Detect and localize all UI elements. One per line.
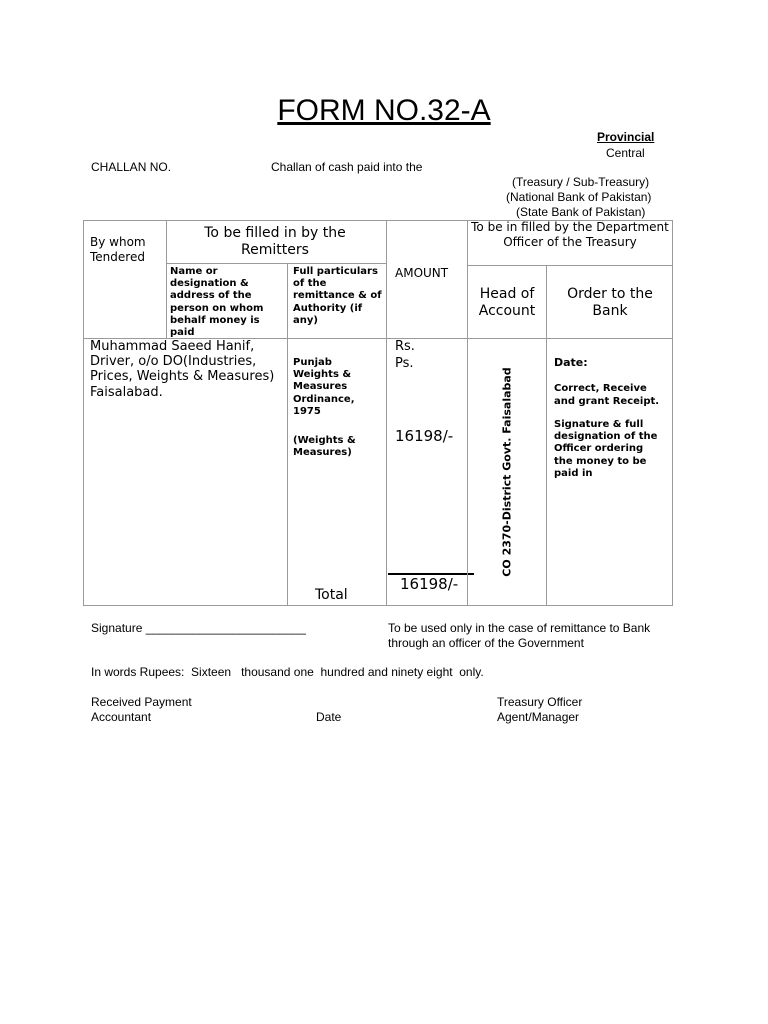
provincial-label: Provincial xyxy=(597,130,655,144)
amount-in-words: In words Rupees: Sixteen thousand one hundred and ninety eight only. xyxy=(91,665,484,679)
tendered-by-value: Muhammad Saeed Hanif, Driver, o/o DO(Industries, Prices, Weights & Measures) Faisalabad. xyxy=(90,339,275,400)
col-divider-1 xyxy=(166,220,167,338)
accountant-label: Accountant xyxy=(91,710,152,724)
treasury-label: (Treasury / Sub-Treasury) xyxy=(512,175,650,189)
amount-value: 16198/- xyxy=(395,427,454,445)
remitters-divider xyxy=(166,263,386,264)
date-footer-label: Date xyxy=(316,710,342,724)
signature-line: Signature ________________________ xyxy=(91,621,306,635)
head-of-account-header: Head of Account xyxy=(478,286,536,319)
form-title: FORM NO.32-A xyxy=(277,94,491,127)
col-divider-5 xyxy=(546,265,547,606)
col-divider-4 xyxy=(467,220,468,606)
name-designation-header: Name or designation & address of the person on whom behalf money is paid xyxy=(170,266,264,339)
date-label: Date: xyxy=(554,356,588,369)
central-label: Central xyxy=(606,146,645,160)
particulars-value-1: Punjab Weights & Measures Ordinance, 1975 xyxy=(293,357,355,417)
challan-no-label: CHALLAN NO. xyxy=(91,160,172,174)
amount-header: AMOUNT xyxy=(395,266,449,280)
dept-officer-header: To be in filled by the Department Officer of the Treasury xyxy=(471,220,669,249)
by-whom-tendered-header: By whom Tendered xyxy=(90,235,146,264)
ps-label: Ps. xyxy=(395,356,414,371)
rs-label: Rs. xyxy=(395,339,415,354)
signature-designation-text: Signature & full designation of the Officer ordering the money to be paid in xyxy=(554,419,658,479)
total-value: 16198/- xyxy=(400,575,459,593)
order-to-bank-header: Order to the Bank xyxy=(567,286,653,319)
head-of-account-value: CO 2370-District Govt. Faisalabad xyxy=(500,367,514,577)
particulars-header: Full particulars of the remittance & of Authority (if any) xyxy=(293,266,382,326)
challan-of-cash-label: Challan of cash paid into the xyxy=(271,160,423,174)
table-border-bottom xyxy=(83,605,672,606)
national-bank-label: (National Bank of Pakistan) xyxy=(506,190,652,204)
col-divider-2 xyxy=(287,263,288,606)
table-border-right xyxy=(672,220,673,606)
state-bank-label: (State Bank of Pakistan) xyxy=(516,205,646,219)
remittance-note: To be used only in the case of remittance to Bank through an officer of the Government xyxy=(388,621,651,650)
total-label: Total xyxy=(315,587,348,603)
agent-manager-label: Agent/Manager xyxy=(497,710,580,724)
correct-receive-text: Correct, Receive and grant Receipt. xyxy=(554,383,660,407)
dept-divider xyxy=(467,265,672,266)
table-border-left xyxy=(83,220,84,606)
remitters-header: To be filled in by the Remitters xyxy=(204,225,346,258)
particulars-value-2: (Weights & Measures) xyxy=(293,435,356,459)
received-payment-label: Received Payment xyxy=(91,695,192,709)
treasury-officer-label: Treasury Officer xyxy=(497,695,583,709)
col-divider-3 xyxy=(386,220,387,606)
